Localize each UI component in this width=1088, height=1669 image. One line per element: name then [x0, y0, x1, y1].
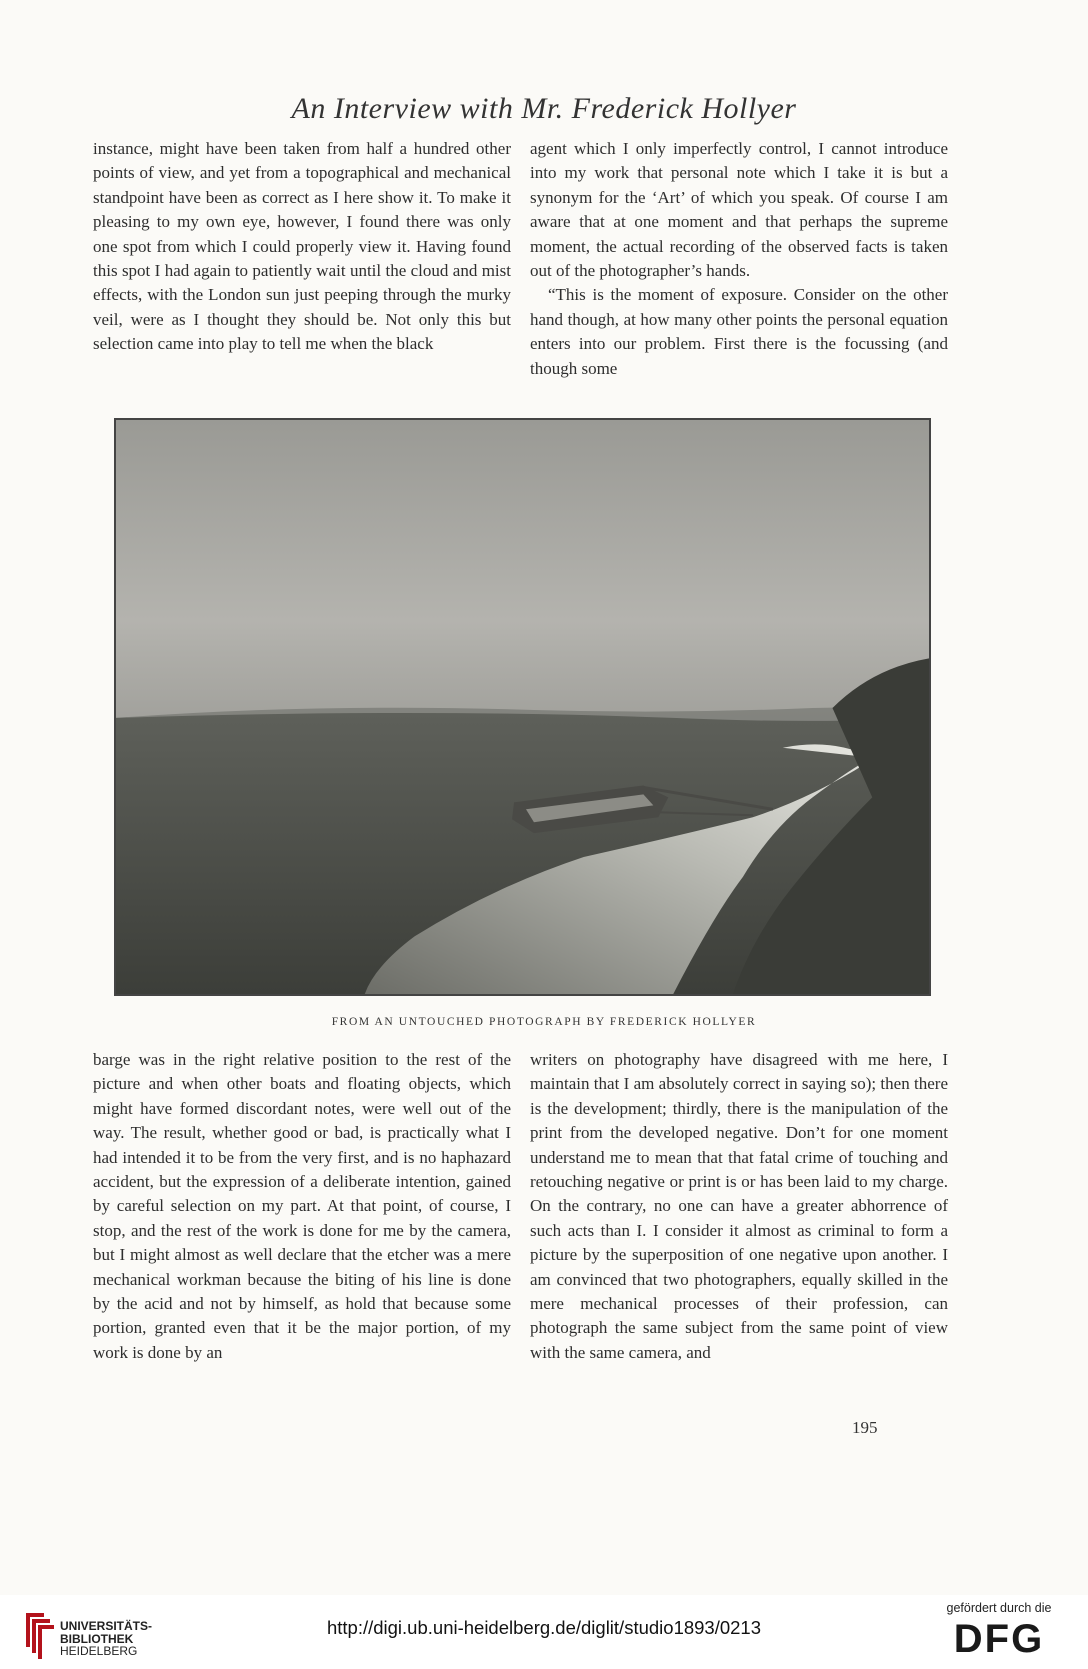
bottom-right-paragraph: writers on photography have disagreed with me here, I maintain that I am absolutely correct in saying so); then there is the development; thirdly, there is the manipulation of the print from the developed negative. Don’t for one moment understand me to mean that that fatal crime of touching and retouching negative or print is or has been laid to my charge. On the contrary, no one can have a greater abhorrence of such acts than I. I consider it almost as criminal to form a picture by the superposition of one negative upon another. I am convinced that two photographers, equally skilled in the mere mechanical processes of their profession, can photograph the same subject from the same point of view with the same camera, and — [530, 1050, 948, 1362]
top-right-paragraph-2: “This is the moment of exposure. Consider on the other hand though, at how many other points the personal equation enters into our problem. First there is the focussing (and though some — [530, 285, 948, 378]
photograph-image — [116, 420, 929, 994]
library-line-1: UNIVERSITÄTS- — [60, 1619, 153, 1633]
top-left-column — [93, 137, 511, 357]
bottom-left-paragraph: barge was in the right relative position to the rest of the picture and when other boats and floating objects, which might have formed discordant notes, were well out of the way. The result, whether good or bad, is practically what I had intended it to be from the very first, and is no haphazard accident, but the expression of a deliberate intention, gained by careful selection on my part. At that point, of course, I stop, and the rest of the work is done for me by the camera, but I might almost as well declare that the etcher was a mere mechanical workman because the biting of his line is done by the acid and not by himself, as hold that because some portion, granted even that it be the major portion, of my work is done by an — [93, 1050, 511, 1362]
library-line-3: HEIDELBERG — [60, 1644, 138, 1658]
page-title: An Interview with Mr. Frederick Hollyer — [291, 92, 797, 125]
funded-by-text: gefördert durch die — [946, 1601, 1052, 1615]
footer-bar — [0, 1595, 1088, 1669]
dfg-logo-text: DFG — [953, 1617, 1045, 1661]
source-url-link[interactable]: http://digi.ub.uni-heidelberg.de/diglit/studio1893/0213 — [326, 1617, 762, 1638]
bottom-left-column — [93, 1048, 511, 1365]
top-right-paragraph-1: agent which I only imperfectly control, I cannot introduce into my work that personal note which I take it is but a synonym for the ‘Art’ of which you speak. Of course I am aware that at one moment and that perhaps the supreme moment, the actual recording of the observed facts is taken out of the photographer’s hands. — [530, 139, 948, 281]
page-number: 195 — [852, 1418, 878, 1437]
library-line-2: BIBLIOTHEK — [60, 1631, 134, 1646]
top-left-paragraph: instance, might have been taken from half a hundred other points of view, and yet from a topographical and mechanical standpoint have been as correct as I here show it. To make it pleasing to my own eye, however, I found there was only one spot from which I could properly view it. Having found this spot I had again to patiently wait until the cloud and mist effects, with the London sun just peeping through the murky veil, were as I thought they should be. Not only this but selection came into play to tell me when the black — [93, 139, 511, 354]
funder-logo[interactable] — [924, 1601, 1074, 1661]
top-right-column — [530, 137, 948, 381]
figure-caption: FROM AN UNTOUCHED PHOTOGRAPH BY FREDERICK HOLLYER — [331, 1016, 757, 1028]
river-barge-photograph — [114, 418, 931, 996]
bottom-right-column — [530, 1048, 948, 1365]
